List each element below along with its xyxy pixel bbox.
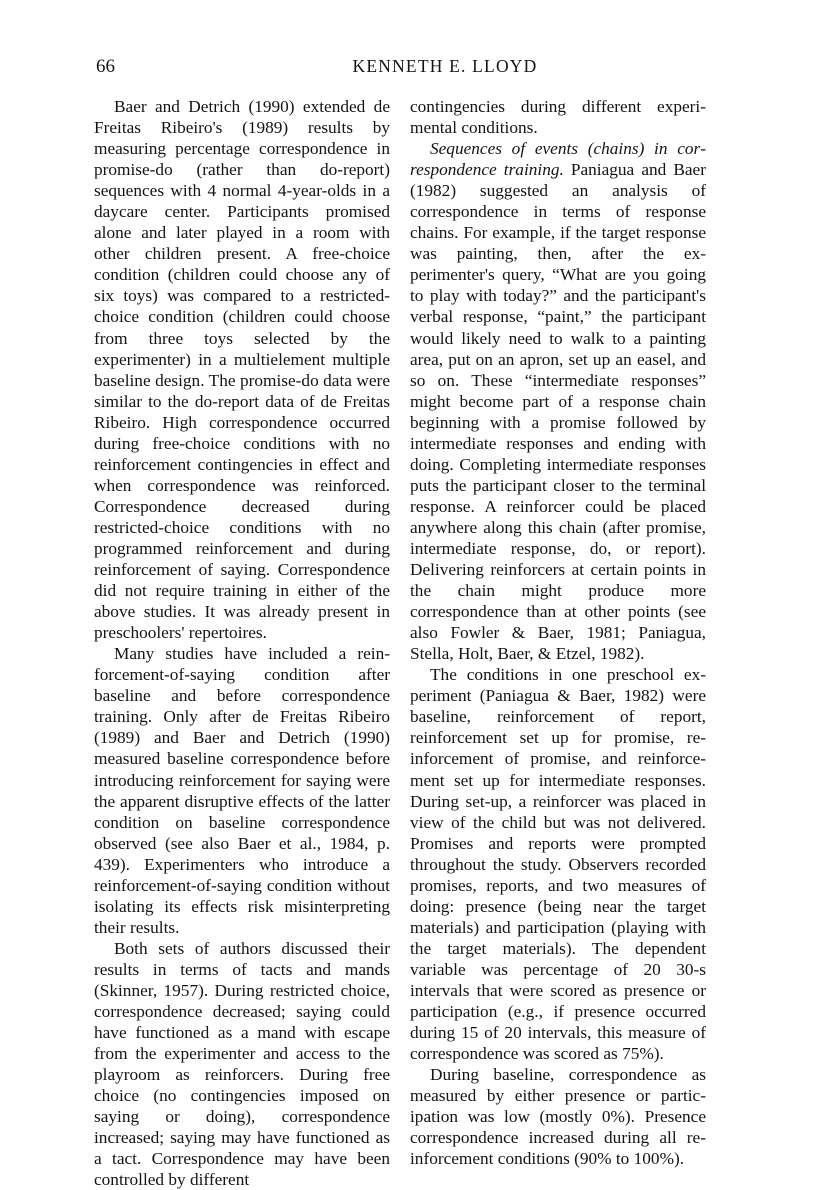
paragraph-continuation: contingencies during different experimental conditions. [410, 97, 706, 138]
paragraph: Baer and Detrich (1990) extended de Freitas Ribeiro's (1989) results by measuring percentage correspondence in promise-do (rather than do-report) sequences with 4 normal 4-year-olds in a daycare center. Participants promised alone and later played in a room with other children present. A free-choice condition (children could choose any of six toys) was compared to a restricted-choice condition (children could choose from three toys selected by the experimenter) in a multielement multiple baseline design. The promise-do data were similar to the do-report data of de Freitas Ribeiro. High correspondence occurred during free-choice conditions with no reinforcement contingencies in effect and when correspondence was reinforced. Correspondence decreased during restricted-choice conditions with no programmed reinforcement and during reinforcement of saying. Correspondence did not require training in either of the above studies. It was already present in preschoolers' repertoires. [94, 97, 390, 643]
paragraph-body: Paniagua and Baer (1982) suggested an analysis of correspondence in terms of response chains. For example, if the target response was painting, then, after the experimenter's query, “What are you going to play with today?” and the participant's verbal response, “paint,” the participant would likely need to walk to a painting area, put on an apron, set up an easel, and so on. These “intermediate responses” might become part of a response chain beginning with a promise followed by intermediate responses and ending with doing. Completing intermediate responses puts the participant closer to the terminal response. A reinforcer could be placed anywhere along this chain (after promise, intermediate response, do, or report). Delivering reinforcers at certain points in the chain might produce more correspondence than at other points (see also Fowler & Baer, 1981; Paniagua, Stella, Holt, Baer, & Etzel, 1982). [410, 160, 706, 664]
right-column [410, 96, 706, 1169]
paragraph: During baseline, correspondence as measured by either presence or participation was low (mostly 0%). Presence correspondence increased during all reinforcement conditions (90% to 100%). [410, 1065, 706, 1169]
paragraph: Both sets of authors discussed their results in terms of tacts and mands (Skinner, 1957). During restricted choice, correspondence decreased; saying could have functioned as a mand with escape from the experimenter and access to the playroom as reinforcers. During free choice (no contingencies imposed on saying or doing), correspondence increased; saying may have functioned as a tact. Correspondence may have been controlled by different [94, 938, 390, 1190]
page-number: 66 [96, 56, 115, 77]
left-column [94, 96, 390, 1190]
paragraph: The conditions in one preschool experiment (Paniagua & Baer, 1982) were baseline, reinforcement of report, reinforcement set up for promise, reinforcement of promise, and reinforcement set up for intermediate responses. During set-up, a reinforcer was placed in view of the child but was not delivered. Promises and reports were prompted throughout the study. Observers recorded promises, reports, and two measures of doing: presence (being near the target materials) and participation (playing with the target materials). The dependent variable was percentage of 20 30-s intervals that were scored as presence or participation (e.g., if presence occurred during 15 of 20 intervals, this measure of correspondence was scored as 75%). [410, 665, 706, 1064]
running-head: KENNETH E. LLOYD [352, 56, 538, 76]
paragraph [410, 138, 706, 664]
section-heading: Sequences of events (chains) in correspondence training. [410, 139, 706, 180]
paragraph: Many studies have included a reinforcement-of-saying condition after baseline and before correspondence training. Only after de Freitas Ribeiro (1989) and Baer and Detrich (1990) measured baseline correspondence before introducing reinforcement for saying were the apparent disruptive effects of the latter condition on baseline correspondence observed (see also Baer et al., 1984, p. 439). Experimenters who introduce a reinforcement-of-saying condition without isolating its effects risk misinterpreting their results. [94, 644, 390, 937]
